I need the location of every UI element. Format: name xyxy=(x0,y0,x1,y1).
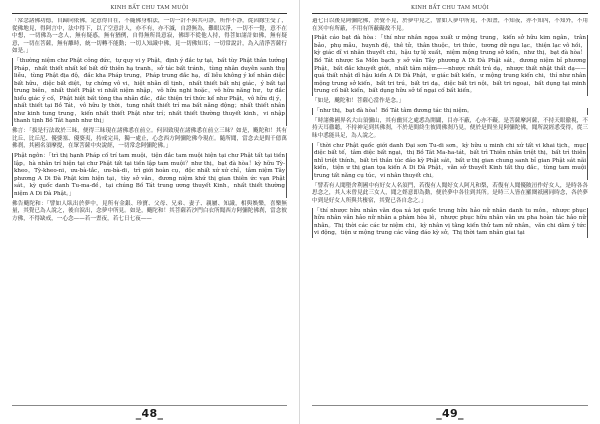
page-number-left: _48_ xyxy=(135,407,164,420)
left-page-content xyxy=(12,18,287,396)
right-paragraph-6: 「thời chư Phật quốc giới danh Đại sơn Tu-di sơn，kỳ hữu u minh chi xứ tất vi khai tịch，mục diệc bất tế，tâm diệc bất ngại，thị Bồ Tát Ma-ha-tát，bất trì Thiên nhãn triệt thị，bất trì thiên nhĩ triệt thính，bất trì thần túc đáo kỳ Phật sát，bất ư thị gian chung sanh bỉ gian Phật sát nãi kiến，tiện ư thị gian tọa kiến A Di Đà Phật，văn sở thuyết Kinh tất thụ đắc，tùng tam muội trung tất năng cụ túc，vi nhân thuyết chi。 xyxy=(314,142,586,179)
header-rule-right xyxy=(312,13,588,14)
right-page xyxy=(300,0,600,424)
right-paragraph-2: Phật cáo bạt đà hòa：「thí như nhân ngọa xuất ư mộng trung，kiến sở hữu kim ngân，trân bảo，phụ mẫu，huynh đệ，thê tử，thân thuộc，tri thức，tương dữ ngu lạc，thiện lạc vô hồi，kỳ giác dĩ vi nhân thuyết chi，hậu tự lệ xuất，niệm mộng trung sở kiến，như thị，bạt đà hòa！Bồ Tát nhược Sa Môn bạch y sở văn Tây phương A Di Đà Phật sát，đương niệm bỉ phương Phật，bất đắc khuyết giới，nhất tâm niệm——nhược nhất trú dạ，nhược thất nhật thất dạ——quá thất nhật dĩ hậu kiến A Di Đà Phật，ư giác bất kiến，ư mộng trung kiến chi，thí như nhân mộng trung sở kiến，bất tri trú，bất tri dạ，diệc bất tri nội，bất tri ngoại，bất dụng tại minh trung cố bất kiến，bất dụng hữu sở tế ngại cố bất kiến。 xyxy=(314,35,586,95)
right-page-content xyxy=(312,18,588,396)
right-paragraph-8: 「thí nhược hữu nhân văn đọa xá lợi quốc trung hữu hảo nữ nhân danh tu môn，nhược phục hữu nhân văn hảo nữ nhân a phàm hòa lê，nhược phục hữu nhân văn ưu pha hoàn tác hảo nữ nhân。Thị thời các các tư niệm chi，kỳ nhân vị tằng kiến thử tam nữ nhân，văn chi dâm ý tức vi động，tiện ư mộng trung các vãng đáo kỳ sở。Thị thời tam nhân giai tại xyxy=(314,207,586,237)
footer-rule-left xyxy=(12,405,287,406)
running-head-right: KINH BẤT CHU TAM MUỘI xyxy=(411,5,489,11)
running-head-left: KINH BẤT CHU TAM MUỘI xyxy=(110,5,189,11)
right-paragraph-7: 「譬若有人聞墮舍利國中有好女人名須門，若復有人聞好女人阿凡和梨，若復有人聞優陂洹作好女人，是時各各思念之，其人未曾見此三女人，聞之婬意即為動，便於夢中各往到其所。是時三人皆在羅閱祇國同時念，各於夢中到是好女人所與共棲宿，其覺已各自念之。」 xyxy=(312,182,588,204)
page-number-right: _49_ xyxy=(436,407,464,420)
left-paragraph-4: Phật ngôn：「trì thị hạnh Pháp cố trí tam muội，tiện đắc tam muội hiện tại chư Phật tất tại tiền lập。hà nhân trí hiện tại chư Phật tất tại tiền lập tam muội？như thị，bạt đà hòa！kỳ hữu Tỳ-kheo，Tỳ-kheo-ni，ưu-bà-tắc，ưu-bà-di，trì giới hoàn cụ，độc nhất xứ xứ chỉ，tâm niệm Tây phương A Di Đà Phật kim hiện tại，tùy sở văn，đương niệm khứ thị gian thiên ức vạn Phật sát，kỳ quốc danh Tu-ma-đề，tại chúng Bồ Tát trung ương thuyết Kinh，nhất thiết thường niệm A Di Đà Phật。」 xyxy=(14,153,285,197)
header-rule-left xyxy=(12,13,287,14)
left-paragraph-1: 「常念諸佛功德，自歸向依佛，定意得自在，不隨佛身相法，一切一計不與共可諍，所作不諍，從因緣生受了，從佛地見，得阿言中，法中得下，以了空意計人，亦不有，亦不滅，自證無為，難眼以淨，一切不一覺，意不在中想，一切佛為一念人，無有疑惑，無有猶例，自得無所畏意寂，佛即不從他人持，得菩如諸計如佛，無有疑意，一切在菩薩，無有離時，統一切轉不能動；一切人知識中佛，見一切佛知耳；一切常說計，為入清淨菩薩行如是。」 xyxy=(12,18,287,55)
left-paragraph-5: 佛告颰陀和：「譬如人臥出於夢中，見所有金銀、珍寶、父母、兄弟、妻子、親屬、知識，相與娛樂，喜樂無量，其覺已為人說之，後自淚出，念夢中所見。如是，颰陀和！其菩薩若沙門白衣所聞西方阿彌陀佛刹，當念彼方佛，不得缺戒，一心念——若一晝夜，若七日七夜—— xyxy=(12,200,287,222)
right-paragraph-1: 過七日以後見阿彌陀佛，於覺不見，於夢中見之，譬如人夢中所見，不知晝，不知夜，亦不知內，不知外，不用在冥中有所蔽，不用有所蔽礙故不見。 xyxy=(312,18,588,32)
footer-rule-right xyxy=(312,405,588,406)
left-paragraph-3: 佛言：「拔是行法故於三昧，便得三昧現在諸佛悉在前立。何因致現在諸佛悉在前立三昧？如是，颰陀和！其有比丘、比丘尼、優婆塞、優婆夷，持戒完具，獨一處止，心念西方阿彌陀佛今現在。隨所聞，當念去是間千億萬佛刹，其國名須摩提，在眾菩薩中央說經，一切常念阿彌陀佛。」 xyxy=(12,128,287,150)
right-paragraph-3: 「如是，颰陀和！菩薩心當作是念。」 xyxy=(312,98,405,105)
left-paragraph-2: 「thường niệm chư Phật công đức，tự quy vi y Phật，định ý đắc tự tại，bất tùy Phật thân tướng Pháp，nhất thiết nhất kế bất dữ thiên hạ tranh，sở tác bất tránh，tùng nhân duyên sanh thụ liễu，tùng Phật địa độ，đắc kha Pháp trung，Pháp trung đắc hạ，dĩ liễu không ý kế nhân diệc bất hữu，diệc bất diệt，tự chứng vô vi，hiệt nhãn dĩ tịnh，nhất thiết bất nhị giác，ý bất tại trung biên，nhất thiết Phật vi nhất niệm nhập，vô hữu nghi hoặc，vô hữu năng hư，tự đắc hiểu giác ý cố，Phật hiệt bất tòng tha nhân đắc，đắc thiện trí thức kế như Phật，vô hữu dị ý，nhất thiết tại Bồ Tát，vô hữu ly thời，tung nhất thiết trí ma bất năng động；nhất thiết nhân như kinh tung trung，kiến nhất thiết Phật như trí；nhất thiết thường thuyết kinh，vi nhập thanh tịnh Bồ Tát hạnh như thị」 xyxy=(14,58,285,125)
right-paragraph-5: 「時諸佛國界名大山須彌山，其有幽冥之處悉為開闢，目亦不蔽，心亦不礙。是菩薩摩訶薩，不持天眼徹視，不持天耳徹聽，不持神足到其佛刹，不於是間終生彼間佛刹乃見，便於是間坐見阿彌陀佛，聞所說經悉受得，從三昧中悉能具足，為人說之。 xyxy=(312,117,588,139)
right-paragraph-4: 「như thị，bạt đà hòa！Bồ Tát tâm đương tác thị niệm。 xyxy=(312,108,588,116)
